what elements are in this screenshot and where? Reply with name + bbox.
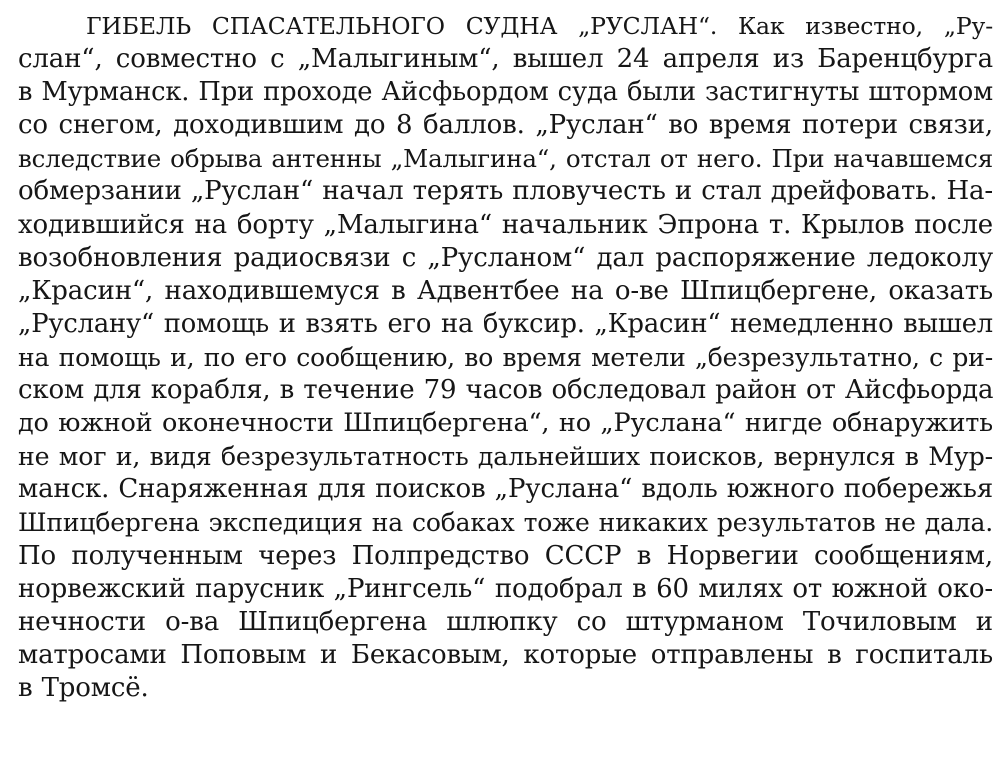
- text-line: на помощь и, по его сообщению, во время метели „безрезультатно, с ри-: [18, 342, 993, 372]
- text-line: вследствие обрыва антенны „Малыгина“, отстал от него. При начавшемся: [18, 144, 993, 174]
- text-line: По полученным через Полпредство СССР в Норвегии сообщениям,: [18, 540, 993, 571]
- text-line: обмерзании „Руслан“ начал терять пловучесть и стал дрейфовать. На-: [18, 176, 993, 207]
- article-text: [18, 10, 993, 705]
- text-line: норвежский парусник „Рингсель“ подобрал в 60 милях от южной око-: [18, 573, 993, 604]
- text-line: возобновления радиосвязи с „Русланом“ дал распоряжение ледоколу: [18, 242, 993, 273]
- text-line: в Мурманск. При проходе Айсфьордом суда были застигнуты штормом: [18, 77, 993, 108]
- text-line: манск. Снаряженная для поисков „Руслана“ вдоль южного побережья: [18, 474, 993, 505]
- text-line: со снегом, доходившим до 8 баллов. „Руслан“ во время потери связи,: [18, 110, 993, 141]
- text-line: „Руслану“ помощь и взять его на буксир. „Красин“ немедленно вышел: [18, 308, 993, 339]
- text-line: не мог и, видя безрезультатность дальнейших поисков, вернулся в Мур-: [18, 442, 993, 472]
- text-line: до южной оконечности Шпицбергена“, но „Руслана“ нигде обнаружить: [18, 408, 993, 439]
- text-line: ском для корабля, в течение 79 часов обследовал район от Айсфьорда: [18, 375, 994, 406]
- text-line: слан“, совместно с „Малыгиным“, вышел 24 апреля из Баренцбурга: [18, 44, 993, 75]
- text-line: Шпицбергена экспедиция на собаках тоже никаких результатов не дала.: [18, 508, 993, 538]
- text-line: ГИБЕЛЬ СПАСАТЕЛЬНОГО СУДНА „РУСЛАН“. Как известно, „Ру-: [86, 12, 993, 40]
- text-line: нечности о-ва Шпицбергена шлюпку со штурманом Точиловым и: [18, 606, 993, 637]
- text-line: ходившийся на борту „Малыгина“ начальник Эпрона т. Крылов после: [18, 209, 993, 240]
- text-line: „Красин“, находившемуся в Адвентбее на о-ве Шпицбергене, оказать: [18, 275, 993, 306]
- text-line: в Тромсё.: [18, 672, 149, 703]
- text-line: матросами Поповым и Бекасовым, которые отправлены в госпиталь: [18, 639, 993, 670]
